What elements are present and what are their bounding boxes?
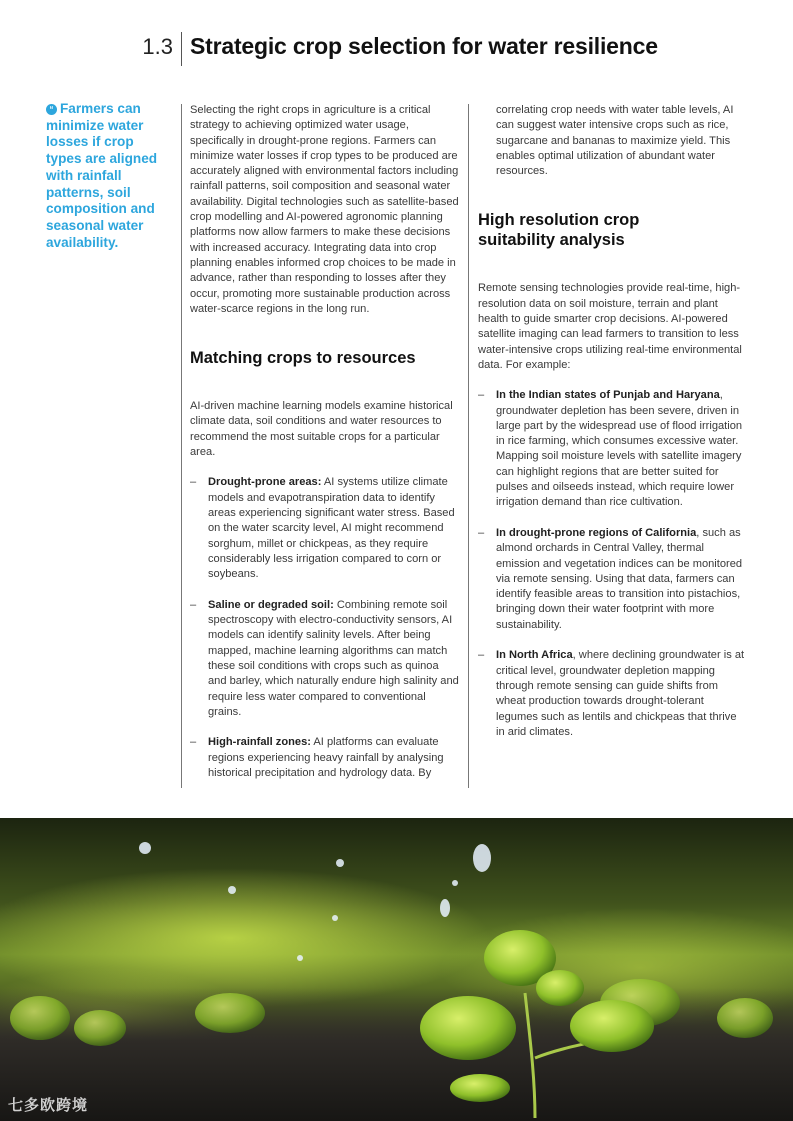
bullet-lead: In North Africa: [496, 649, 573, 662]
bullet-dash: –: [190, 736, 197, 749]
section-heading-suitability: High resolution crop suitability analysis: [478, 211, 640, 250]
bullet-text: AI platforms can evaluate regions experiencing heavy rainfall by analysing historical precipitation and hydrology data. By: [208, 736, 444, 779]
list-item: [478, 648, 746, 740]
section-number: 1.3: [142, 34, 173, 59]
bullet-lead: High-rainfall zones:: [208, 736, 311, 749]
header-divider: [181, 32, 182, 66]
list-item: [190, 598, 460, 720]
page-title: Strategic crop selection for water resilience: [190, 33, 658, 59]
continuation-paragraph: correlating crop needs with water table levels, AI can suggest water intensive crops such as rice, sugarcane and bananas to maximize yield. This enables optimal utilization of abundant water resources.: [496, 104, 734, 178]
seedlings-photo: [0, 818, 793, 1121]
list-item: [478, 526, 746, 633]
list-item: [478, 388, 746, 510]
matching-body: AI-driven machine learning models examine historical climate data, soil conditions and water resources to recommend the most suitable crops for a particular area.: [190, 400, 453, 459]
column-divider-left: [181, 104, 182, 788]
column-1: [190, 103, 460, 781]
list-item: [190, 475, 460, 582]
bullet-lead: In drought-prone regions of California: [496, 526, 697, 539]
list-item: [190, 735, 460, 781]
bullet-lead: In the Indian states of Punjab and Haryana: [496, 389, 720, 402]
pull-quote-text: Farmers can minimize water losses if crop types are aligned with rainfall patterns, soil composition and seasonal water availability.: [46, 101, 158, 250]
suitability-bullet-list: [478, 388, 746, 740]
bullet-lead: Saline or degraded soil:: [208, 598, 334, 611]
section-heading-matching: Matching crops to resources: [190, 349, 416, 368]
bullet-dash: –: [478, 389, 485, 402]
bullet-text: Combining remote soil spectroscopy with electro-conductivity sensors, AI models can identify salinity levels. After being mapped, machine learning algorithms can match these soil conditions with crops such as quinoa and barley, which naturally endure high salinity and require less water compared to conventional grains.: [208, 598, 459, 718]
column-2: [478, 103, 746, 740]
seedlings-illustration: [0, 818, 793, 1121]
bullet-text: , groundwater depletion has been severe, driven in large part by the widespread use of flood irrigation in rice farming, which consumes excessive water. Mapping soil moisture levels with satellite imagery can highlight regions that are better suited for pulses and oilseeds instead, which require lower irrigation demand than rice cultivation.: [496, 389, 743, 509]
watermark-text: 七多欧跨境: [8, 1097, 89, 1114]
quote-icon: “: [46, 104, 57, 115]
bullet-text: , where declining groundwater is at critical level, groundwater depletion mapping through remote sensing can guide shifts from wheat production towards drought-tolerant legumes such as lentils and chickpeas that thrive in arid climates.: [496, 649, 745, 738]
bullet-dash: –: [478, 649, 485, 662]
column-divider-middle: [468, 104, 469, 788]
bullet-text: AI systems utilize climate models and evapotranspiration data to identify areas experiencing significant water stress. Based on the water scarcity level, AI might recommend sorghum, millet or chickpeas, as they require considerably less irrigation compared to corn or soybeans.: [208, 476, 455, 581]
suitability-body: Remote sensing technologies provide real-time, high-resolution data on soil moisture, terrain and plant health to guide smarter crop decisions. AI-powered satellite imaging can lead farmers to transition to less water-intensive crops utilizing real-time environmental data. For example:: [478, 282, 742, 371]
bullet-dash: –: [190, 476, 197, 489]
intro-paragraph: Selecting the right crops in agriculture is a critical strategy to achieving optimized water usage, specifically in drought-prone regions. Farmers can minimize water losses if crop types to be produced are accurately aligned with environmental factors including rainfall patterns, soil composition and seasonal water availability. Digital technologies such as satellite-based crop modelling and AI-powered agronomic planning platforms now allow farmers to make these decisions with increased accuracy. Integrating data into crop planning enables informed crop choices to be made in advance, rather than responding to losses after they occur, promoting more sustainable production across water-scarce regions in the long run.: [190, 104, 459, 315]
page-header: [0, 30, 793, 66]
bullet-dash: –: [478, 526, 485, 539]
bullet-dash: –: [190, 598, 197, 611]
pull-quote: [46, 101, 164, 251]
bullet-lead: Drought-prone areas:: [208, 476, 322, 489]
bullet-text: , such as almond orchards in Central Valley, thermal emission and vegetation indices can be monitored via remote sensing. Using that data, farmers can identify feasible areas to transition into pistachios, bringing down their water footprint with more sustainability.: [496, 526, 743, 631]
matching-bullet-list: [190, 475, 460, 781]
